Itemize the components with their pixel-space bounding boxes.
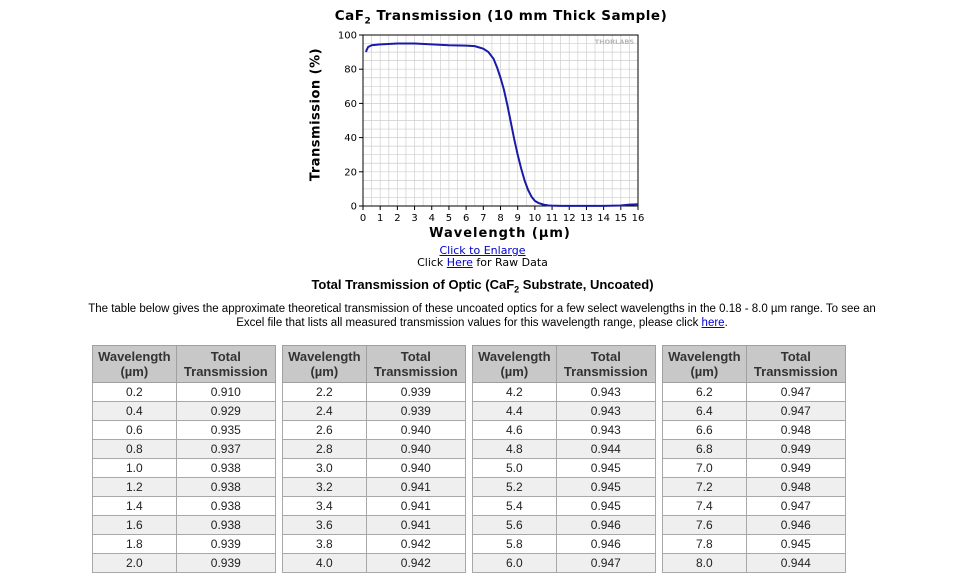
table-row [473, 478, 656, 497]
cell-wavelength: 7.2 [663, 478, 747, 497]
cell-wavelength: 5.6 [473, 516, 557, 535]
x-tick-label: 0 [359, 213, 367, 224]
table-row [283, 516, 466, 535]
cell-transmission: 0.947 [746, 402, 845, 421]
x-tick-label: 7 [480, 213, 487, 224]
x-tick-label: 3 [411, 213, 418, 224]
cell-wavelength: 4.0 [283, 554, 367, 573]
table-row [283, 459, 466, 478]
cell-wavelength: 4.8 [473, 440, 557, 459]
table-row [93, 554, 276, 573]
x-tick-label: 6 [462, 213, 470, 224]
cell-transmission: 0.910 [176, 383, 275, 402]
cell-transmission: 0.938 [176, 478, 275, 497]
header-total-transmission: Total Transmission [746, 346, 845, 383]
x-tick-label: 1 [377, 213, 384, 224]
thorlabs-watermark: THORLABS [594, 38, 634, 46]
table-row [473, 516, 656, 535]
table-row [663, 497, 846, 516]
x-tick-label: 10 [528, 213, 542, 224]
cell-wavelength: 0.8 [93, 440, 177, 459]
cell-transmission: 0.938 [176, 497, 275, 516]
header-wavelength: Wavelength (µm) [283, 346, 367, 383]
raw-data-prefix: Click [417, 256, 447, 269]
transmission-table-4 [662, 345, 846, 573]
table-row [663, 554, 846, 573]
cell-transmission: 0.939 [176, 554, 275, 573]
cell-wavelength: 6.6 [663, 421, 747, 440]
table-row [663, 459, 846, 478]
cell-transmission: 0.943 [556, 402, 655, 421]
y-tick-label: 100 [337, 30, 357, 42]
table-header-row [473, 346, 656, 383]
cell-transmission: 0.929 [176, 402, 275, 421]
x-tick-label: 15 [614, 213, 628, 224]
cell-wavelength: 8.0 [663, 554, 747, 573]
table-row [473, 497, 656, 516]
cell-wavelength: 2.2 [283, 383, 367, 402]
cell-transmission: 0.940 [366, 440, 465, 459]
cell-wavelength: 2.0 [93, 554, 177, 573]
cell-transmission: 0.947 [746, 497, 845, 516]
cell-wavelength: 5.8 [473, 535, 557, 554]
table-row [283, 478, 466, 497]
cell-transmission: 0.945 [556, 459, 655, 478]
x-tick-label: 5 [445, 213, 453, 224]
y-tick-label: 60 [344, 98, 357, 110]
header-total-transmission: Total Transmission [366, 346, 465, 383]
header-wavelength: Wavelength (µm) [663, 346, 747, 383]
y-tick-label: 40 [344, 133, 357, 145]
x-tick-label: 16 [631, 213, 645, 224]
cell-transmission: 0.942 [366, 535, 465, 554]
table-row [93, 478, 276, 497]
table-row [93, 440, 276, 459]
cell-wavelength: 2.6 [283, 421, 367, 440]
table-row [93, 535, 276, 554]
table-header-row [93, 346, 276, 383]
cell-wavelength: 0.2 [93, 383, 177, 402]
cell-transmission: 0.944 [556, 440, 655, 459]
table-row [283, 421, 466, 440]
cell-transmission: 0.937 [176, 440, 275, 459]
cell-transmission: 0.945 [746, 535, 845, 554]
table-row [663, 440, 846, 459]
table-row [663, 421, 846, 440]
cell-transmission: 0.941 [366, 516, 465, 535]
table-row [473, 383, 656, 402]
chart-title: CaF$_2$ Transmission (10 mm Thick Sample) [334, 8, 668, 27]
cell-transmission: 0.935 [176, 421, 275, 440]
section-heading: Total Transmission of Optic (CaF$_2$ Substrate, Uncoated) [311, 277, 654, 295]
cell-transmission: 0.938 [176, 516, 275, 535]
cell-transmission: 0.941 [366, 478, 465, 497]
cell-wavelength: 2.4 [283, 402, 367, 421]
x-axis-label: Wavelength (µm) [429, 226, 571, 241]
table-row [93, 516, 276, 535]
x-tick-label: 2 [394, 213, 401, 224]
table-row [473, 535, 656, 554]
enlarge-link[interactable]: Click to Enlarge [439, 244, 526, 257]
cell-wavelength: 1.6 [93, 516, 177, 535]
cell-wavelength: 1.0 [93, 459, 177, 478]
table-row [663, 402, 846, 421]
table-row [93, 459, 276, 478]
cell-transmission: 0.948 [746, 421, 845, 440]
table-row [283, 554, 466, 573]
table-row [473, 440, 656, 459]
table-row [283, 535, 466, 554]
cell-wavelength: 1.2 [93, 478, 177, 497]
transmission-table-2 [282, 345, 466, 573]
cell-wavelength: 6.0 [473, 554, 557, 573]
cell-wavelength: 5.2 [473, 478, 557, 497]
header-total-transmission: Total Transmission [176, 346, 275, 383]
table-row [93, 497, 276, 516]
cell-transmission: 0.947 [556, 554, 655, 573]
cell-wavelength: 0.4 [93, 402, 177, 421]
cell-wavelength: 3.0 [283, 459, 367, 478]
excel-file-link[interactable]: here [701, 317, 725, 329]
table-row [93, 383, 276, 402]
cell-transmission: 0.949 [746, 440, 845, 459]
cell-transmission: 0.940 [366, 459, 465, 478]
cell-transmission: 0.943 [556, 421, 655, 440]
cell-wavelength: 7.0 [663, 459, 747, 478]
table-row [663, 516, 846, 535]
plot-area [300, 24, 650, 224]
cell-transmission: 0.939 [176, 535, 275, 554]
header-wavelength: Wavelength (µm) [473, 346, 557, 383]
cell-wavelength: 4.4 [473, 402, 557, 421]
cell-wavelength: 1.8 [93, 535, 177, 554]
cell-transmission: 0.938 [176, 459, 275, 478]
table-row [663, 535, 846, 554]
table-row [663, 383, 846, 402]
cell-transmission: 0.945 [556, 478, 655, 497]
x-tick-label: 11 [545, 213, 559, 224]
cell-wavelength: 3.8 [283, 535, 367, 554]
table-row [283, 440, 466, 459]
cell-transmission: 0.939 [366, 402, 465, 421]
table-header-row [663, 346, 846, 383]
table-header-row [283, 346, 466, 383]
table-row [473, 459, 656, 478]
cell-wavelength: 4.2 [473, 383, 557, 402]
cell-transmission: 0.947 [746, 383, 845, 402]
cell-transmission: 0.946 [556, 535, 655, 554]
table-row [283, 383, 466, 402]
transmission-table-3 [472, 345, 656, 573]
cell-wavelength: 6.4 [663, 402, 747, 421]
cell-wavelength: 0.6 [93, 421, 177, 440]
cell-transmission: 0.948 [746, 478, 845, 497]
cell-wavelength: 5.4 [473, 497, 557, 516]
table-row [473, 402, 656, 421]
x-tick-label: 14 [597, 213, 610, 224]
transmission-chart [0, 0, 960, 270]
cell-wavelength: 3.2 [283, 478, 367, 497]
cell-wavelength: 2.8 [283, 440, 367, 459]
y-tick-label: 80 [344, 64, 357, 76]
x-tick-label: 9 [514, 213, 521, 224]
cell-transmission: 0.946 [556, 516, 655, 535]
header-total-transmission: Total Transmission [556, 346, 655, 383]
cell-transmission: 0.941 [366, 497, 465, 516]
cell-wavelength: 6.8 [663, 440, 747, 459]
y-tick-label: 20 [344, 167, 357, 179]
cell-transmission: 0.945 [556, 497, 655, 516]
cell-transmission: 0.940 [366, 421, 465, 440]
table-row [473, 554, 656, 573]
description-text: The table below gives the approximate theoretical transmission of these uncoated optics for a few select wavelengths in the 0.18 - 8.0 µm range. To see an Excel file that lists all measured transmission values for this wavelength range, please click here. [88, 303, 876, 329]
x-tick-label: 13 [580, 213, 593, 224]
x-tick-label: 12 [562, 213, 576, 224]
cell-transmission: 0.942 [366, 554, 465, 573]
cell-wavelength: 1.4 [93, 497, 177, 516]
x-tick-label: 4 [428, 213, 435, 224]
x-tick-label: 8 [497, 213, 504, 224]
cell-wavelength: 5.0 [473, 459, 557, 478]
cell-wavelength: 3.6 [283, 516, 367, 535]
cell-transmission: 0.943 [556, 383, 655, 402]
y-tick-label: 0 [350, 201, 357, 213]
raw-data-link[interactable]: Here [446, 256, 473, 269]
header-wavelength: Wavelength (µm) [93, 346, 177, 383]
cell-wavelength: 6.2 [663, 383, 747, 402]
cell-transmission: 0.939 [366, 383, 465, 402]
table-row [283, 402, 466, 421]
cell-transmission: 0.946 [746, 516, 845, 535]
table-row [93, 402, 276, 421]
table-row [663, 478, 846, 497]
cell-wavelength: 4.6 [473, 421, 557, 440]
cell-transmission: 0.944 [746, 554, 845, 573]
cell-transmission: 0.949 [746, 459, 845, 478]
cell-wavelength: 7.8 [663, 535, 747, 554]
cell-wavelength: 7.6 [663, 516, 747, 535]
table-row [473, 421, 656, 440]
table-row [283, 497, 466, 516]
y-axis-label: Transmission (%) [308, 47, 324, 182]
cell-wavelength: 3.4 [283, 497, 367, 516]
raw-data-suffix: for Raw Data [472, 256, 548, 269]
transmission-table-1 [92, 345, 276, 573]
raw-data-line [0, 256, 960, 269]
table-row [93, 421, 276, 440]
cell-wavelength: 7.4 [663, 497, 747, 516]
